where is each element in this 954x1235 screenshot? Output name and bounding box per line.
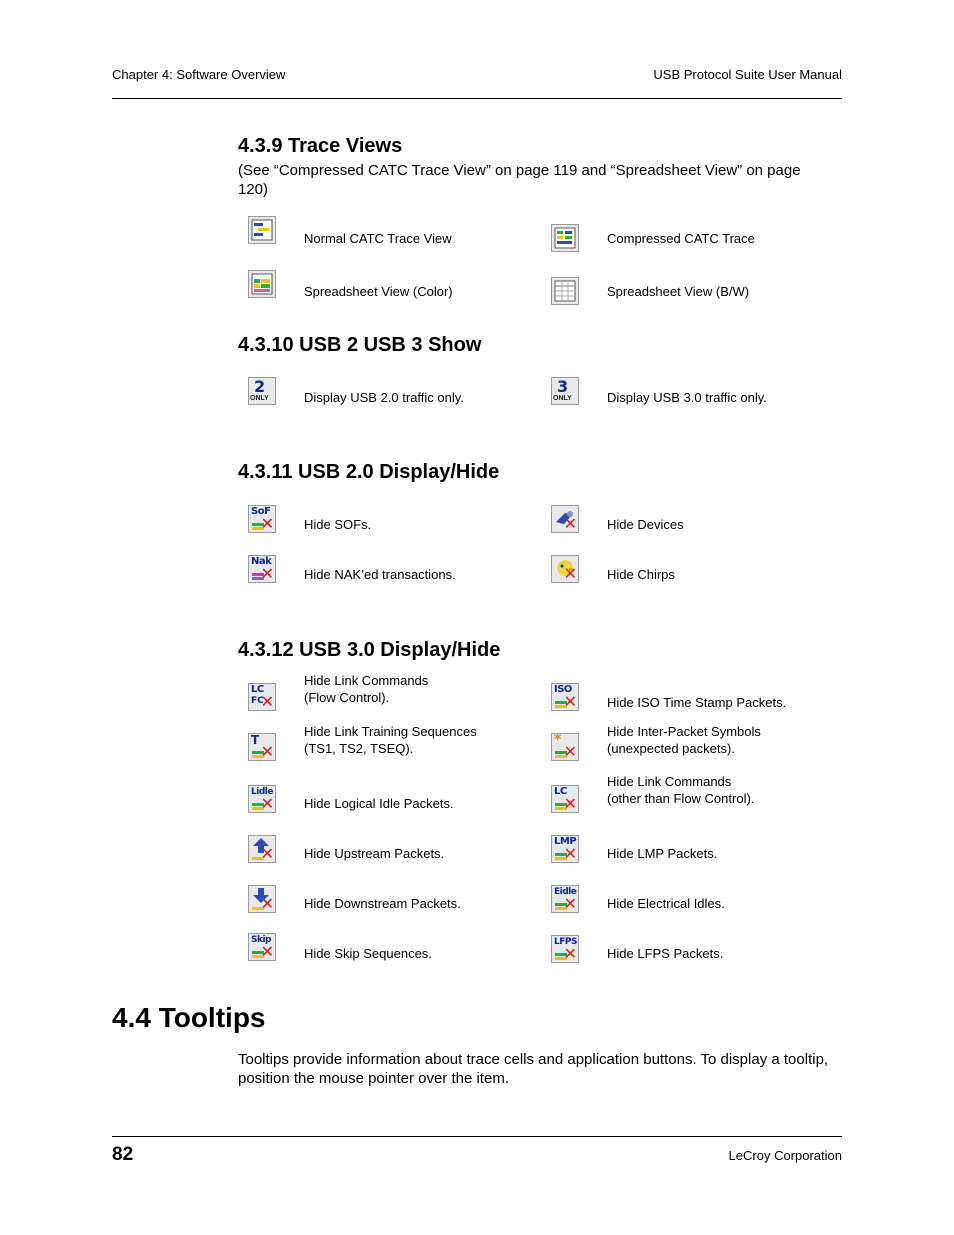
section-title-trace-views: 4.3.9 Trace Views [238,135,403,157]
normal-trace-view-label: Normal CATC Trace View [304,231,452,246]
reference-line-1: (See “Compressed CATC Trace View” on page 119 and “Spreadsheet View” on page [238,162,801,179]
lfps-glyph: LFPS [554,937,577,947]
usb3-only-label: Display USB 3.0 traffic only. [607,390,767,405]
hide-chirps-label: Hide Chirps [607,567,675,582]
usb2-glyph: 2 [254,377,265,396]
hide-devices-icon: ✕ [551,505,579,533]
hide-lc-other-label [607,773,754,807]
hide-lc-other-icon: LC ✕ [551,785,579,813]
hide-lmp-label: Hide LMP Packets. [607,846,718,861]
lidle-glyph: Lidle [251,787,273,797]
footer-company: LeCroy Corporation [728,1148,842,1163]
lc-fc-glyph: LC [251,684,264,695]
training-glyph: T [251,733,259,747]
usb2-only-icon [248,377,276,405]
trace-views-reference [238,161,842,199]
header-manual-title: USB Protocol Suite User Manual [653,67,842,82]
usb3-only-tag: ONLY [553,395,572,402]
compressed-trace-view-icon [551,224,579,252]
nak-glyph: Nak [251,556,272,567]
usb2-only-tag: ONLY [250,395,269,402]
section-title-usb2-display-hide: 4.3.11 USB 2.0 Display/Hide [238,461,500,483]
hide-downstream-icon: ✕ [248,885,276,913]
reference-line-2: 120) [238,181,269,198]
section-title-tooltips: 4.4 Tooltips [112,1002,266,1033]
hide-lidle-icon: Lidle ✕ [248,785,276,813]
hide-lc-fc-label [304,672,428,706]
lc-other-glyph: LC [554,786,567,797]
lmp-glyph: LMP [554,836,577,847]
hide-nak-icon: Nak ✕ [248,555,276,583]
hide-inter-packet-label-line1: Hide Inter-Packet Symbols [607,724,761,739]
eidle-glyph: Eidle [554,887,577,897]
section-title-usb3-display-hide: 4.3.12 USB 3.0 Display/Hide [238,639,501,661]
hide-lidle-label: Hide Logical Idle Packets. [304,796,454,811]
header-rule [112,98,842,99]
hide-sof-icon: SoF ✕ [248,505,276,533]
tooltips-paragraph-line1: Tooltips provide information about trace cells and application buttons. To display a tooltip, [238,1051,829,1068]
usb2-only-label: Display USB 2.0 traffic only. [304,390,464,405]
hide-lc-fc-label-line1: Hide Link Commands [304,673,429,688]
hide-iso-icon: ISO ✕ [551,683,579,711]
hide-skip-label: Hide Skip Sequences. [304,946,432,961]
hide-chirps-icon: ✕ [551,555,579,583]
spreadsheet-color-label: Spreadsheet View (Color) [304,284,453,299]
iso-glyph: ISO [554,684,572,695]
spreadsheet-bw-icon [551,277,579,305]
fc-glyph: FC [251,696,264,706]
hide-lfps-label: Hide LFPS Packets. [607,946,724,961]
tooltips-paragraph-line2: position the mouse pointer over the item. [238,1070,509,1087]
hide-inter-packet-label [607,723,761,757]
spreadsheet-color-icon [248,270,276,298]
hide-training-label-line2: (TS1, TS2, TSEQ). [304,741,414,756]
tooltips-paragraph [238,1050,842,1088]
hide-training-icon: T ✕ [248,733,276,761]
hide-lmp-icon: LMP ✕ [551,835,579,863]
hide-eidle-label: Hide Electrical Idles. [607,896,725,911]
hide-lfps-icon: LFPS ✕ [551,935,579,963]
hide-training-label-line1: Hide Link Training Sequences [304,724,477,739]
sof-glyph: SoF [251,506,271,517]
hide-inter-packet-label-line2: (unexpected packets). [607,741,735,756]
hide-nak-label: Hide NAK’ed transactions. [304,567,456,582]
usb3-glyph: 3 [557,377,568,396]
hide-lc-other-label-line2: (other than Flow Control). [607,791,755,806]
normal-trace-view-icon [248,216,276,244]
hide-training-label [304,723,477,757]
page-number: 82 [112,1144,134,1165]
hide-lc-other-label-line1: Hide Link Commands [607,774,732,789]
hide-inter-packet-icon: * ✕ [551,733,579,761]
spreadsheet-bw-label: Spreadsheet View (B/W) [607,284,750,299]
hide-lc-fc-icon: LC FC ✕ [248,683,276,711]
usb3-only-icon [551,377,579,405]
section-title-usb-show: 4.3.10 USB 2 USB 3 Show [238,334,482,356]
header-chapter: Chapter 4: Software Overview [112,67,286,82]
inter-packet-glyph: * [554,733,561,748]
skip-glyph: Skip [251,935,271,945]
hide-eidle-icon: Eidle ✕ [551,885,579,913]
compressed-trace-view-label: Compressed CATC Trace [607,231,755,246]
hide-downstream-label: Hide Downstream Packets. [304,896,461,911]
hide-lc-fc-label-line2: (Flow Control). [304,690,390,705]
hide-sof-label: Hide SOFs. [304,517,372,532]
hide-devices-label: Hide Devices [607,517,684,532]
hide-upstream-icon: ✕ [248,835,276,863]
hide-skip-icon: Skip ✕ [248,933,276,961]
footer-rule [112,1136,842,1137]
hide-upstream-label: Hide Upstream Packets. [304,846,445,861]
hide-iso-label: Hide ISO Time Stamp Packets. [607,695,787,710]
